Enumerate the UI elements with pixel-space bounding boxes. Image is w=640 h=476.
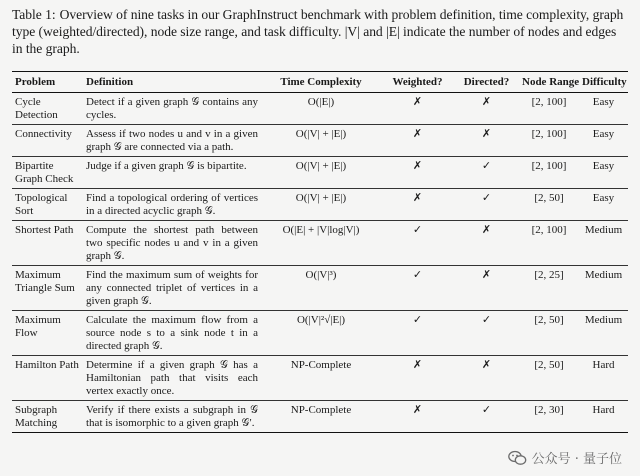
table-row [12,266,628,311]
cell-difficulty: Easy [579,157,628,189]
cell-weighted: ✓ [381,311,454,356]
cell-directed: ✗ [454,221,519,266]
cell-weighted: ✓ [381,221,454,266]
wechat-icon [508,450,527,466]
cell-definition: Verify if there exists a subgraph in 𝒢 that is isomorphic to a given graph 𝒢′. [83,401,261,433]
watermark-text: 公众号 · 量子位 [531,452,622,467]
cell-complexity: O(|V|²√|E|) [261,311,381,356]
cell-directed: ✓ [454,189,519,221]
cell-weighted: ✓ [381,266,454,311]
tasks-table [12,71,628,433]
cell-definition: Calculate the maximum flow from a source node s to a sink node t in a directed graph 𝒢. [83,311,261,356]
table-header-row [12,72,628,93]
table-row [12,189,628,221]
table-row [12,221,628,266]
cell-problem: Maximum Triangle Sum [12,266,83,311]
cell-weighted: ✗ [381,93,454,125]
table-row [12,356,628,401]
caption-text: Overview of nine tasks in our GraphInstruct benchmark with problem definition, time complexity, graph type (weighted/directed), node size range, and task difficulty. |V| and |E| indicate the number of nodes and edges in the graph. [12,7,624,56]
cell-weighted: ✗ [381,189,454,221]
header-definition: Definition [86,76,134,88]
cell-difficulty: Easy [579,189,628,221]
header-difficulty: Difficulty [582,76,627,88]
cell-difficulty: Medium [579,266,628,311]
cell-difficulty: Medium [579,311,628,356]
cell-problem: Hamilton Path [12,356,83,401]
cell-problem: Shortest Path [12,221,83,266]
cell-complexity: O(|V| + |E|) [261,157,381,189]
cell-node-range: [2, 30] [519,401,579,433]
cell-directed: ✗ [454,266,519,311]
cell-directed: ✗ [454,125,519,157]
cell-problem: Maximum Flow [12,311,83,356]
table-row [12,401,628,433]
cell-weighted: ✗ [381,125,454,157]
cell-difficulty: Hard [579,401,628,433]
cell-problem: Bipartite Graph Check [12,157,83,189]
cell-directed: ✓ [454,157,519,189]
cell-complexity: NP-Complete [261,401,381,433]
cell-complexity: O(|V| + |E|) [261,189,381,221]
cell-complexity: O(|V| + |E|) [261,125,381,157]
table-caption [12,6,630,57]
cell-difficulty: Hard [579,356,628,401]
cell-difficulty: Easy [579,125,628,157]
cell-node-range: [2, 100] [519,93,579,125]
cell-complexity: O(|E|) [261,93,381,125]
table-row [12,311,628,356]
cell-problem: Cycle Detection [12,93,83,125]
cell-difficulty: Medium [579,221,628,266]
cell-directed: ✗ [454,356,519,401]
cell-node-range: [2, 50] [519,189,579,221]
header-directed: Directed? [463,76,510,88]
cell-definition: Judge if a given graph 𝒢 is bipartite. [83,157,261,189]
header-problem: Problem [15,76,56,88]
cell-problem: Subgraph Matching [12,401,83,433]
cell-definition: Compute the shortest path between two specific nodes u and v in a given graph 𝒢. [83,221,261,266]
cell-weighted: ✗ [381,157,454,189]
table-row [12,93,628,125]
cell-node-range: [2, 50] [519,356,579,401]
cell-node-range: [2, 25] [519,266,579,311]
cell-difficulty: Easy [579,93,628,125]
caption-label: Table 1: [12,7,56,22]
table-row [12,125,628,157]
cell-node-range: [2, 100] [519,221,579,266]
cell-definition: Detect if a given graph 𝒢 contains any cycles. [83,93,261,125]
cell-definition: Find a topological ordering of vertices in a directed acyclic graph 𝒢. [83,189,261,221]
cell-complexity: O(|V|³) [261,266,381,311]
cell-definition: Determine if a given graph 𝒢 has a Hamiltonian path that visits each vertex exactly once. [83,356,261,401]
cell-problem: Connectivity [12,125,83,157]
table-row [12,157,628,189]
header-time-complexity: Time Complexity [280,76,362,88]
cell-weighted: ✗ [381,401,454,433]
cell-node-range: [2, 100] [519,157,579,189]
cell-complexity: O(|E| + |V|log|V|) [261,221,381,266]
cell-node-range: [2, 100] [519,125,579,157]
cell-directed: ✓ [454,401,519,433]
cell-weighted: ✗ [381,356,454,401]
cell-node-range: [2, 50] [519,311,579,356]
cell-directed: ✓ [454,311,519,356]
header-node-range: Node Range [522,76,580,88]
cell-definition: Find the maximum sum of weights for any connected triplet of vertices in a given graph 𝒢. [83,266,261,311]
cell-complexity: NP-Complete [261,356,381,401]
header-weighted: Weighted? [392,76,443,88]
cell-directed: ✗ [454,93,519,125]
watermark [508,448,622,467]
cell-definition: Assess if two nodes u and v in a given graph 𝒢 are connected via a path. [83,125,261,157]
cell-problem: Topological Sort [12,189,83,221]
